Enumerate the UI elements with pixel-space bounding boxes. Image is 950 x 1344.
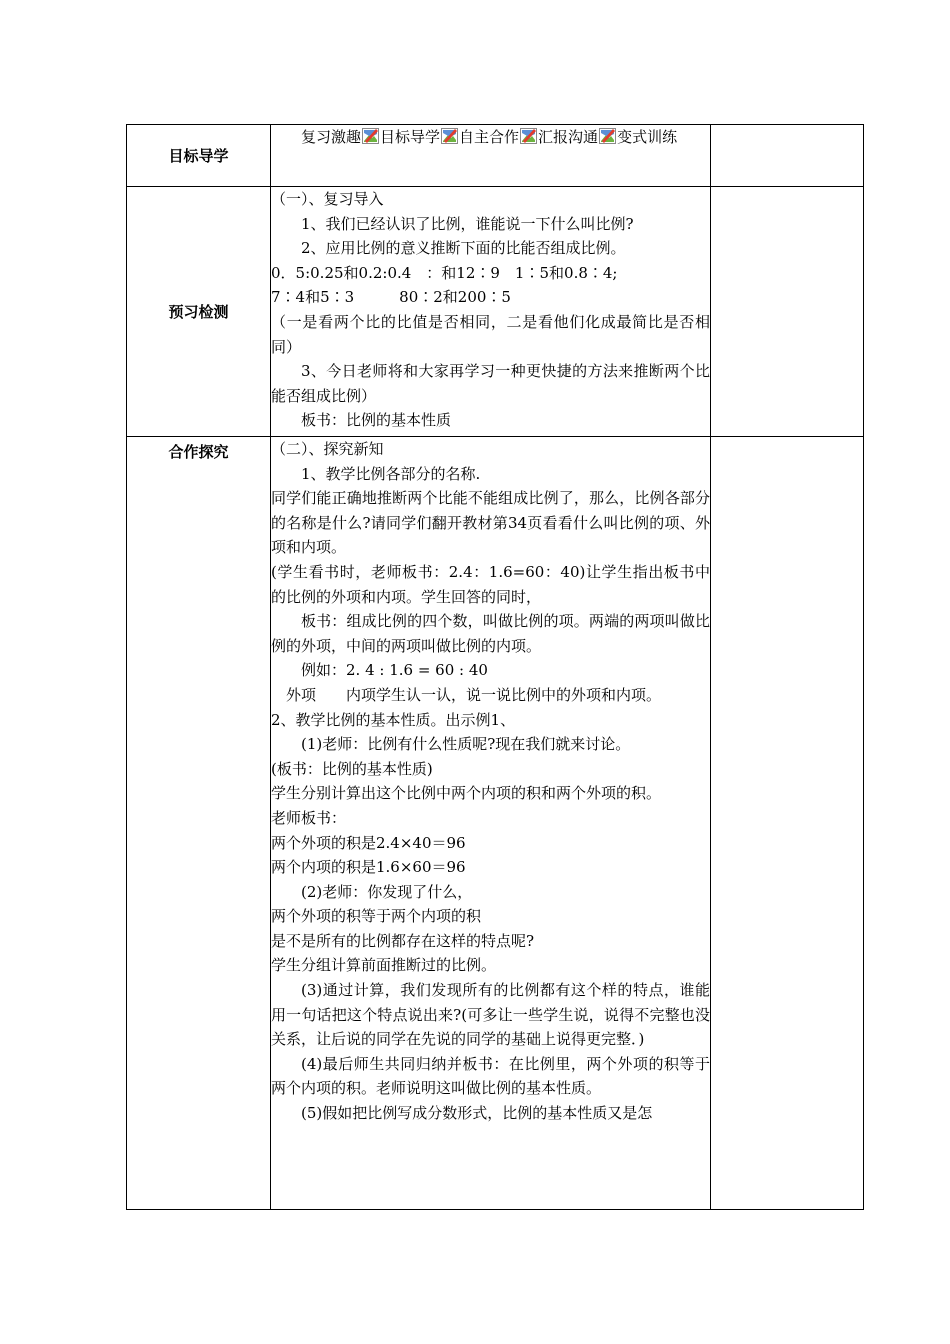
broken-image-icon <box>441 128 458 144</box>
broken-image-icon <box>520 128 537 144</box>
paragraph: (学生看书时，老师板书：2.4：1.6=60：40)让学生指出板书中的比例的外项和内项。学生回答的同时， <box>271 562 710 606</box>
row-goal-guide <box>127 125 864 187</box>
paragraph: （一是看两个比的比值是否相同，二是看他们化成最简比是否相同） <box>271 312 710 356</box>
paragraph: 两个内项的积是1.6×60＝96 <box>271 858 466 877</box>
flow-step-5: 变式训练 <box>617 128 678 146</box>
section-heading: （一）、复习导入 <box>271 190 384 208</box>
paragraph: 是不是所有的比例都存在这样的特点呢? <box>271 931 535 950</box>
paragraph: (5)假如把比例写成分数形式，比例的基本性质又是怎 <box>301 1104 653 1123</box>
paragraph: 两个外项的积是2.4×40＝96 <box>271 833 466 852</box>
exercise-line: 7∶4和5∶3 80∶2和200∶5 <box>271 288 511 307</box>
paragraph: 2、应用比例的意义推断下面的比能否组成比例。 <box>301 239 626 258</box>
row-cooperative-inquiry <box>127 437 864 1210</box>
notes-cell <box>711 187 864 437</box>
notes-cell <box>711 437 864 1210</box>
broken-image-icon <box>362 128 379 144</box>
paragraph: 外项 内项学生认一认，说一说比例中的外项和内项。 <box>286 685 662 704</box>
paragraph: 学生分别计算出这个比例中两个内项的积和两个外项的积。 <box>271 784 662 803</box>
paragraph: 同学们能正确地推断两个比能不能组成比例了，那么，比例各部分的名称是什么?请同学们翻开教材第34页看看什么叫比例的项、外项和内项。 <box>271 489 710 557</box>
preview-check-content <box>271 187 711 437</box>
row-preview-check <box>127 187 864 437</box>
paragraph: (1)老师：比例有什么性质呢?现在我们就来讨论。 <box>301 735 631 754</box>
lesson-plan-table <box>126 124 864 1210</box>
paragraph: 3、今日老师将和大家再学习一种更快捷的方法来推断两个比能否组成比例） <box>271 362 710 405</box>
paragraph: 2、教学比例的基本性质。出示例1、 <box>271 710 516 729</box>
example-line: 例如：2. 4 : 1.6 = 60 : 40 <box>301 661 488 680</box>
paragraph: (4)最后师生共同归纳并板书：在比例里，两个外项的积等于两个内项的积。老师说明这叫做比例的基本性质。 <box>271 1054 710 1098</box>
teaching-flow-cell <box>271 125 711 187</box>
row-label-preview-check: 预习检测 <box>127 187 271 437</box>
paragraph: (3)通过计算，我们发现所有的比例都有这个样的特点，谁能用一句话把这个特点说出来?(可多让一些学生说，说得不完整也没关系，让后说的同学在先说的同学的基础上说得更完整．) <box>271 981 710 1049</box>
paragraph: 两个外项的积等于两个内项的积 <box>271 907 482 926</box>
paragraph: 学生分组计算前面推断过的比例。 <box>271 956 497 975</box>
row-label-cooperative-inquiry: 合作探究 <box>127 437 271 1210</box>
row-label-goal-guide: 目标导学 <box>127 125 271 187</box>
flow-step-3: 自主合作 <box>459 128 520 146</box>
flow-step-1: 复习激趣 <box>301 128 362 146</box>
cooperative-inquiry-content <box>271 437 711 1210</box>
board-note: 板书：比例的基本性质 <box>301 411 452 430</box>
paragraph: 老师板书： <box>271 808 347 827</box>
section-heading: （二）、探究新知 <box>271 440 384 458</box>
notes-cell <box>711 125 864 187</box>
paragraph: 1、我们已经认识了比例，谁能说一下什么叫比例? <box>301 214 634 233</box>
paragraph: (板书：比例的基本性质) <box>271 759 433 778</box>
exercise-line: 0．5:0.25和0.2:0.4 ：和12∶9 1∶5和0.8∶4; <box>271 263 618 282</box>
paragraph: (2)老师：你发现了什么， <box>301 882 473 901</box>
teaching-flow <box>271 125 710 150</box>
broken-image-icon <box>599 128 616 144</box>
paragraph: 1、教学比例各部分的名称. <box>301 464 481 483</box>
board-note: 板书：组成比例的四个数，叫做比例的项。两端的两项叫做比例的外项，中间的两项叫做比例的内项。 <box>271 612 710 655</box>
flow-step-2: 目标导学 <box>380 128 441 146</box>
flow-step-4: 汇报沟通 <box>538 128 599 146</box>
